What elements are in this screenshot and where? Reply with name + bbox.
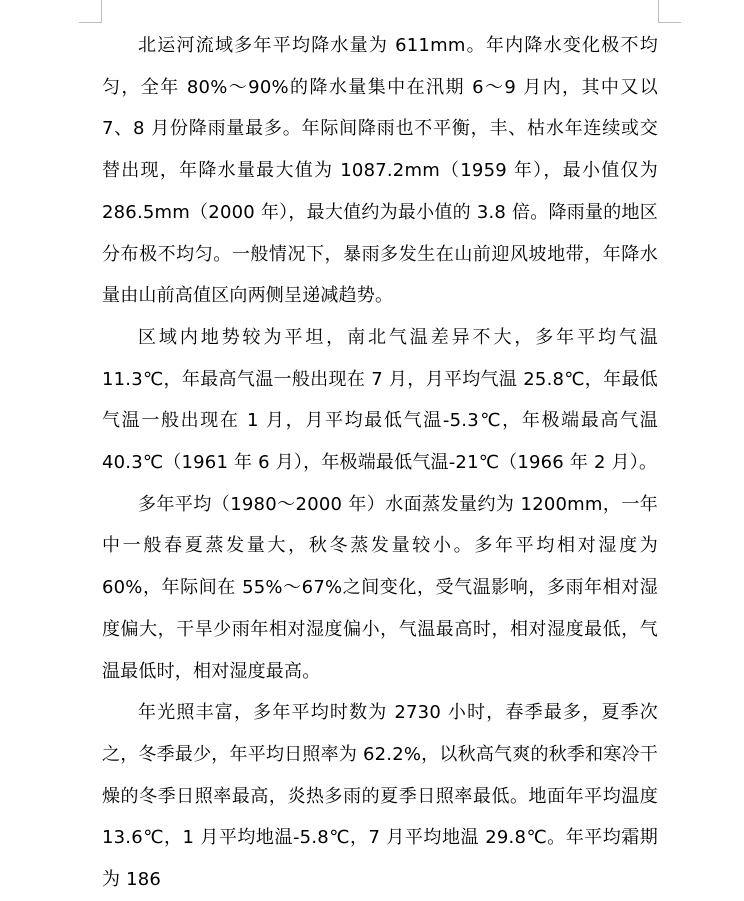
paragraph-precipitation: 北运河流域多年平均降水量为 611mm。年内降水变化极不均匀，全年 80%～90%的降水量集中在汛期 6～9 月内，其中又以 7、8 月份降雨量最多。年际间降雨也不平衡，丰、枯水年连续或交替出现，年降水量最大值为 1087.2mm（1959 年），最小值仅为 286.5mm（2000 年），最大值约为最小值的 3.8 倍。降雨量的地区分布极不均匀。一般情况下，暴雨多发生在山前迎风坡地带，年降水量由山前高值区向两侧呈递减趋势。 bbox=[102, 35, 658, 307]
right-margin-crop-mark bbox=[658, 0, 681, 23]
document-body[interactable] bbox=[102, 25, 658, 901]
left-margin-crop-mark bbox=[79, 0, 102, 23]
paragraph-evaporation-humidity: 多年平均（1980～2000 年）水面蒸发量约为 1200mm，一年中一般春夏蒸发量大，秋冬蒸发量较小。多年平均相对湿度为 60%，年际间在 55%～67%之间变化，受气温影响，多雨年相对湿度偏大，干旱少雨年相对湿度偏小，气温最高时，相对湿度最低，气温最低时，相对湿度最高。 bbox=[102, 493, 658, 682]
paragraph-sunshine: 年光照丰富，多年平均时数为 2730 小时，春季最多，夏季次之，冬季最少，年平均日照率为 62.2%，以秋高气爽的秋季和寒冷干燥的冬季日照率最高，炎热多雨的夏季日照率最低。地面年平均温度 13.6℃，1 月平均地温-5.8℃，7 月平均地温 29.8℃。年平均霜期为 186 bbox=[102, 702, 658, 891]
paragraph-temperature: 区域内地势较为平坦，南北气温差异不大，多年平均气温 11.3℃，年最高气温一般出现在 7 月，月平均气温 25.8℃，年最低气温一般出现在 1 月，月平均最低气温-5.3℃，年极端最高气温 40.3℃（1961 年 6 月），年极端最低气温-21℃（1966 年 2 月）。 bbox=[102, 326, 658, 474]
